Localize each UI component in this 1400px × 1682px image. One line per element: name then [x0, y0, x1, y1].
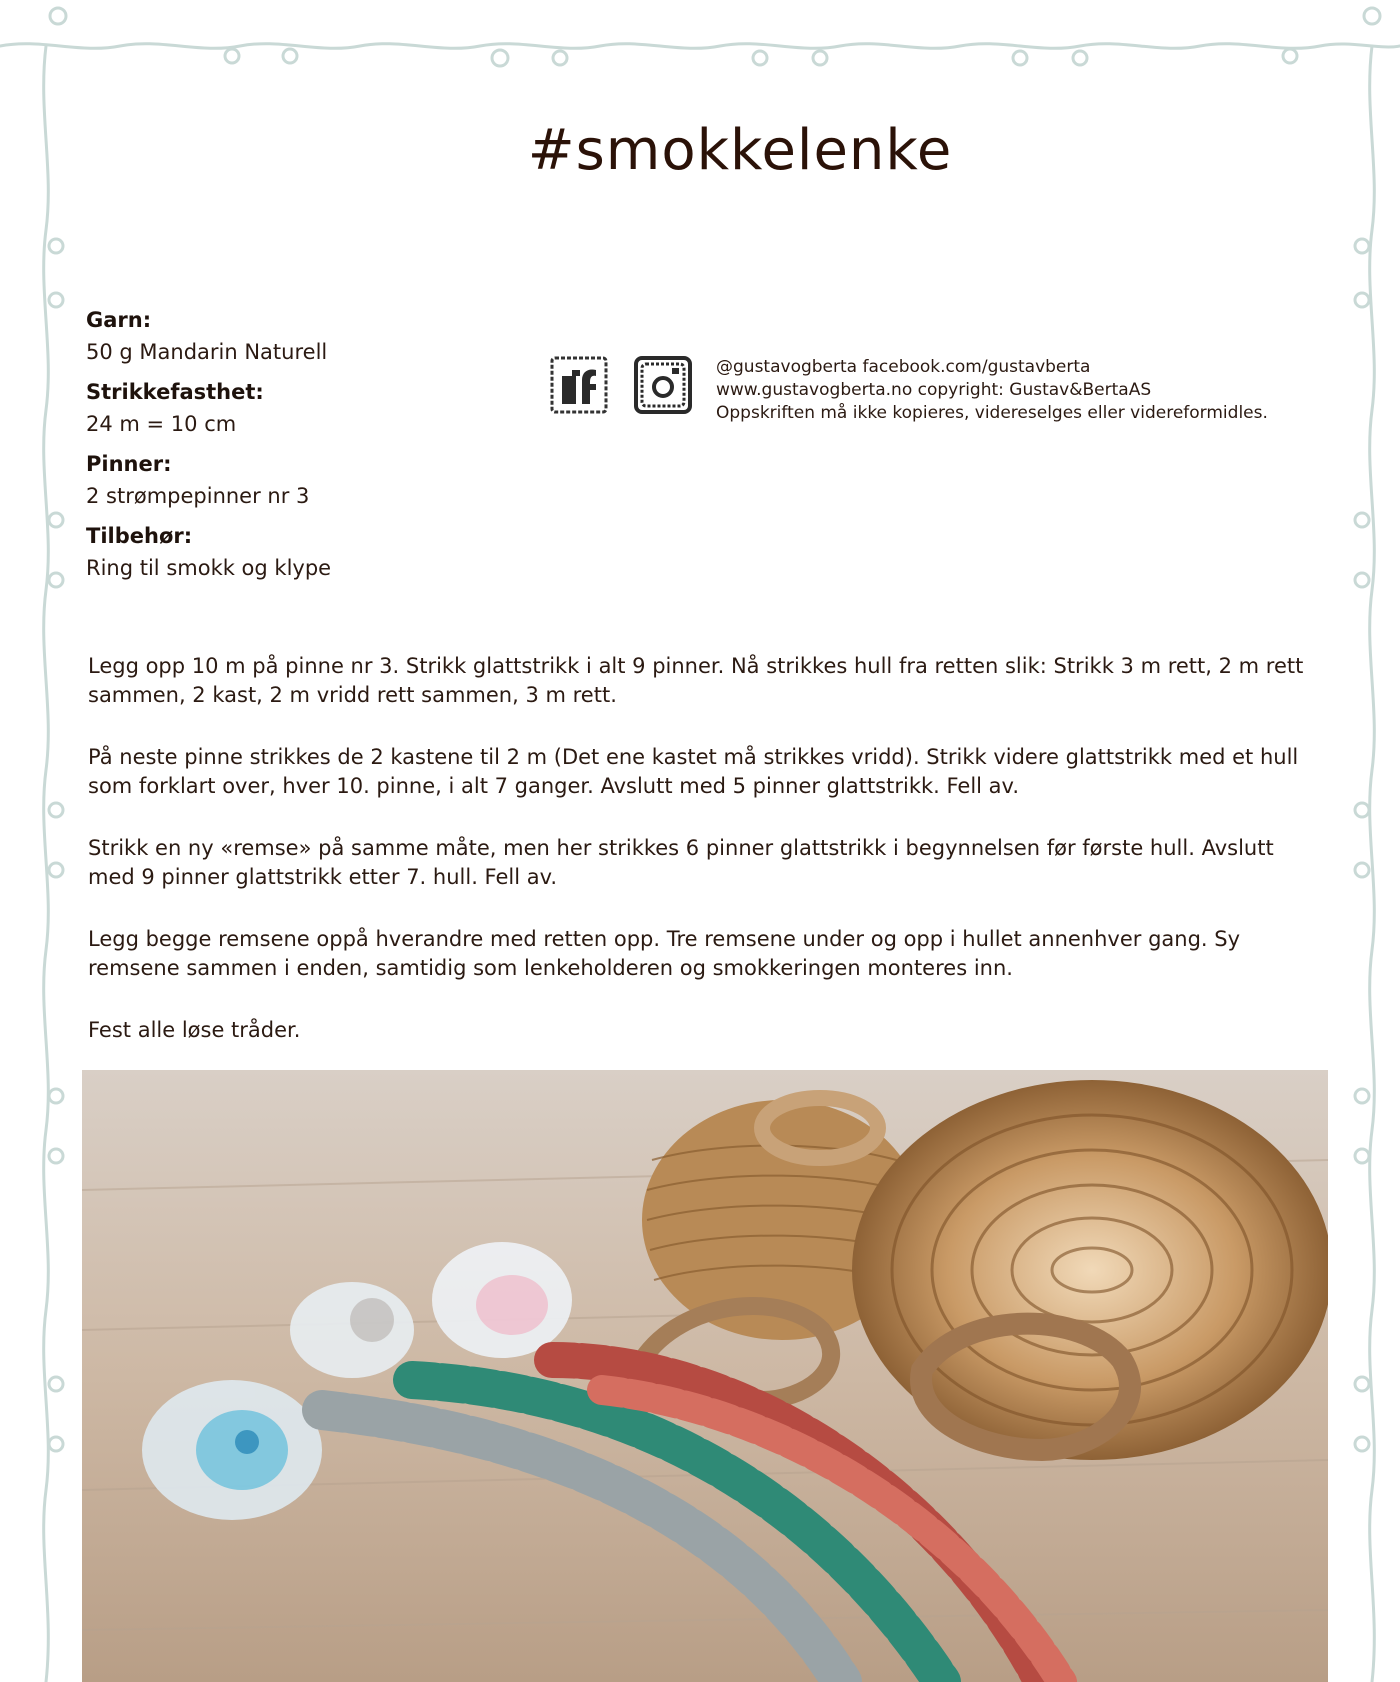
- spec-label: Strikkefasthet:: [86, 380, 264, 404]
- social-line-3: Oppskriften må ikke kopieres, videreselges eller videreformidles.: [716, 403, 1268, 423]
- spec-value: 50 g Mandarin Naturell: [86, 340, 328, 364]
- spec-strikkefasthet: [86, 378, 526, 438]
- facebook-icon[interactable]: [548, 354, 610, 416]
- spec-pinner: [86, 450, 526, 510]
- social-text: [716, 356, 1268, 425]
- instruction-paragraph: Fest alle løse tråder.: [88, 1018, 301, 1042]
- social-line-2: www.gustavogberta.no copyright: Gustav&BertaAS: [716, 380, 1152, 400]
- instagram-icon[interactable]: [632, 354, 694, 416]
- spec-label: Tilbehør:: [86, 524, 193, 548]
- spec-tilbehor: [86, 522, 526, 582]
- instruction-paragraph: Legg begge remsene oppå hverandre med retten opp. Tre remsene under og opp i hullet annenhver gang. Sy remsene sammen i enden, samtidig som lenkeholderen og smokkeringen monteres inn.: [88, 927, 1241, 980]
- specs-list: [86, 306, 526, 594]
- spec-label: Pinner:: [86, 452, 172, 476]
- product-photo: [82, 1070, 1328, 1682]
- spec-value: 2 strømpepinner nr 3: [86, 484, 310, 508]
- spec-garn: [86, 306, 526, 366]
- social-line-1: @gustavogberta facebook.com/gustavberta: [716, 357, 1091, 377]
- spec-value: Ring til smokk og klype: [86, 556, 332, 580]
- instruction-paragraph: På neste pinne strikkes de 2 kastene til 2 m (Det ene kastet må strikkes vridd). Strikk videre glattstrikk med et hull som forklart over, hver 10. pinne, i alt 7 ganger. Avslutt med 5 pinner glattstrikk. Fell av.: [88, 745, 1299, 798]
- page-title: #smokkelenke: [527, 118, 953, 183]
- instructions: [88, 652, 1320, 1078]
- social-block: [548, 354, 1268, 425]
- spec-value: 24 m = 10 cm: [86, 412, 237, 436]
- instruction-paragraph: Strikk en ny «remse» på samme måte, men her strikkes 6 pinner glattstrikk i begynnelsen før første hull. Avslutt med 9 pinner glattstrikk etter 7. hull. Fell av.: [88, 836, 1274, 889]
- spec-label: Garn:: [86, 308, 152, 332]
- instruction-paragraph: Legg opp 10 m på pinne nr 3. Strikk glattstrikk i alt 9 pinner. Nå strikkes hull fra retten slik: Strikk 3 m rett, 2 m rett sammen, 2 kast, 2 m vridd rett sammen, 3 m rett.: [88, 654, 1304, 707]
